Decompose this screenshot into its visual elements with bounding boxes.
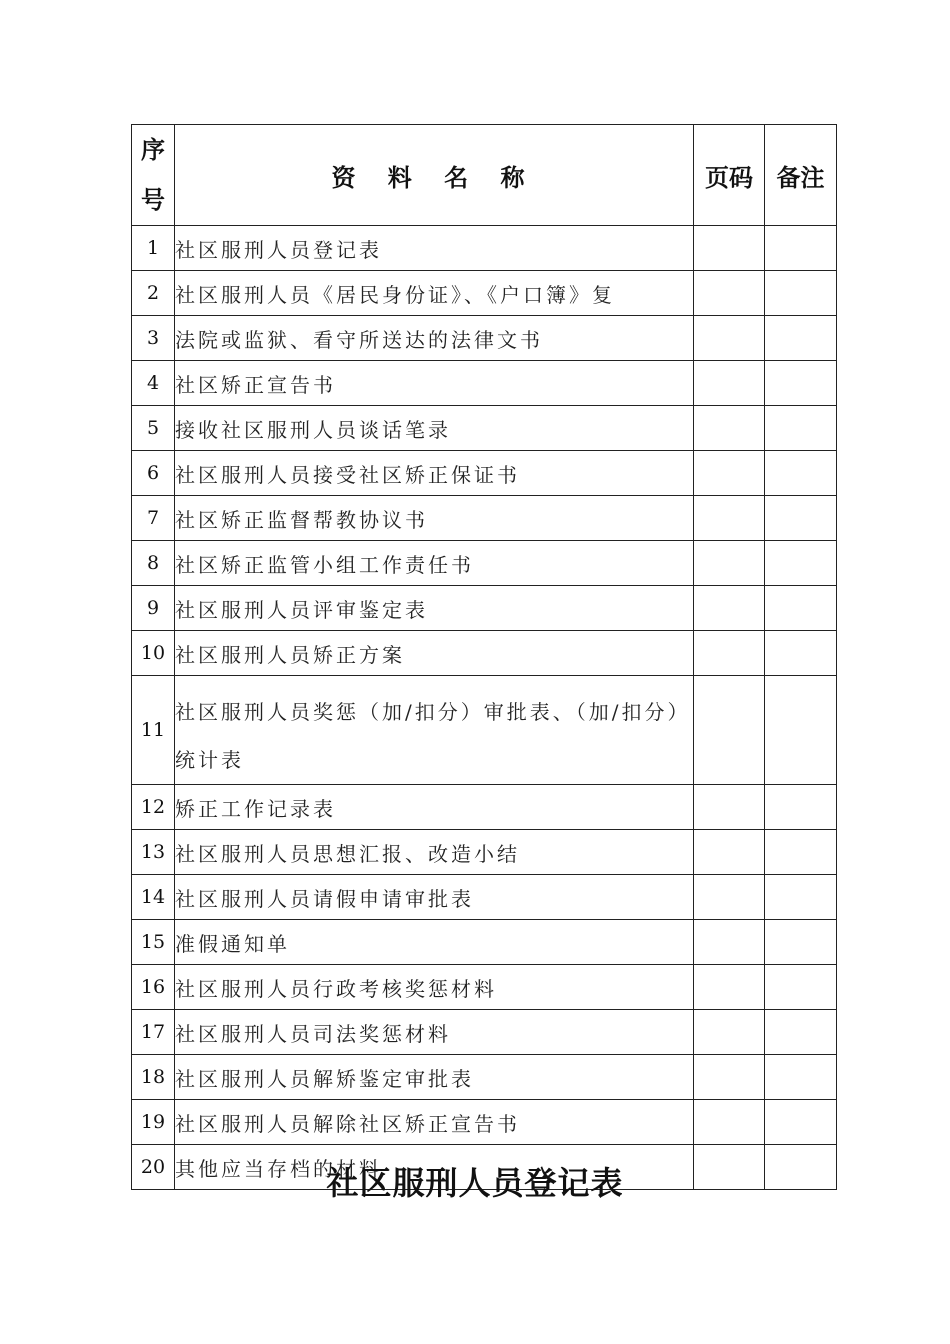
table-row	[132, 875, 837, 920]
row-note-cell	[765, 785, 837, 830]
row-page-cell	[694, 965, 765, 1010]
row-number: 9	[132, 586, 175, 631]
table-row	[132, 271, 837, 316]
row-note-cell	[765, 965, 837, 1010]
row-note-cell	[765, 361, 837, 406]
row-note-cell	[765, 676, 837, 785]
row-page-cell	[694, 541, 765, 586]
header-seq: 序 号	[132, 125, 175, 226]
table-row	[132, 226, 837, 271]
table-row	[132, 830, 837, 875]
table-row	[132, 631, 837, 676]
table-row	[132, 1055, 837, 1100]
table-row	[132, 1010, 837, 1055]
row-document-name: 社区服刑人员思想汇报、改造小结	[175, 830, 694, 875]
row-number: 16	[132, 965, 175, 1010]
row-document-name: 社区服刑人员登记表	[175, 226, 694, 271]
row-document-name: 社区服刑人员接受社区矫正保证书	[175, 451, 694, 496]
header-note: 备注	[765, 125, 837, 226]
table-header-row	[132, 125, 837, 226]
row-document-name: 接收社区服刑人员谈话笔录	[175, 406, 694, 451]
row-number: 18	[132, 1055, 175, 1100]
row-page-cell	[694, 1055, 765, 1100]
row-note-cell	[765, 226, 837, 271]
row-page-cell	[694, 271, 765, 316]
row-document-name: 社区矫正监管小组工作责任书	[175, 541, 694, 586]
row-note-cell	[765, 1055, 837, 1100]
row-document-name: 社区服刑人员评审鉴定表	[175, 586, 694, 631]
row-page-cell	[694, 406, 765, 451]
row-page-cell	[694, 496, 765, 541]
row-note-cell	[765, 830, 837, 875]
row-page-cell	[694, 785, 765, 830]
row-page-cell	[694, 631, 765, 676]
row-note-cell	[765, 631, 837, 676]
row-document-name: 社区服刑人员行政考核奖惩材料	[175, 965, 694, 1010]
row-document-name: 矫正工作记录表	[175, 785, 694, 830]
row-page-cell	[694, 1010, 765, 1055]
table-row	[132, 496, 837, 541]
row-document-name: 社区服刑人员请假申请审批表	[175, 875, 694, 920]
row-note-cell	[765, 541, 837, 586]
row-number: 11	[132, 676, 175, 785]
row-number: 5	[132, 406, 175, 451]
row-page-cell	[694, 451, 765, 496]
row-number: 14	[132, 875, 175, 920]
row-number: 3	[132, 316, 175, 361]
row-number: 10	[132, 631, 175, 676]
row-note-cell	[765, 1010, 837, 1055]
row-number: 8	[132, 541, 175, 586]
table-row	[132, 1100, 837, 1145]
row-number: 6	[132, 451, 175, 496]
table-row	[132, 361, 837, 406]
row-document-name: 社区服刑人员奖惩（加/扣分）审批表、（加/扣分）统计表	[175, 676, 694, 785]
row-page-cell	[694, 586, 765, 631]
row-number: 15	[132, 920, 175, 965]
row-note-cell	[765, 316, 837, 361]
row-note-cell	[765, 586, 837, 631]
row-note-cell	[765, 271, 837, 316]
row-document-name: 社区服刑人员司法奖惩材料	[175, 1010, 694, 1055]
row-number: 12	[132, 785, 175, 830]
section-title: 社区服刑人员登记表	[326, 1164, 624, 1202]
row-note-cell	[765, 920, 837, 965]
row-note-cell	[765, 875, 837, 920]
document-index-table	[131, 124, 837, 1190]
row-document-name: 社区服刑人员矫正方案	[175, 631, 694, 676]
table-row	[132, 316, 837, 361]
row-document-name: 准假通知单	[175, 920, 694, 965]
row-document-name: 社区矫正宣告书	[175, 361, 694, 406]
table-row	[132, 676, 837, 785]
table-row	[132, 920, 837, 965]
row-page-cell	[694, 1100, 765, 1145]
row-number: 17	[132, 1010, 175, 1055]
row-page-cell	[694, 676, 765, 785]
row-page-cell	[694, 920, 765, 965]
row-note-cell	[765, 451, 837, 496]
row-page-cell	[694, 361, 765, 406]
row-number: 13	[132, 830, 175, 875]
row-number: 7	[132, 496, 175, 541]
row-page-cell	[694, 875, 765, 920]
table-row	[132, 451, 837, 496]
row-note-cell	[765, 406, 837, 451]
row-document-name: 社区服刑人员《居民身份证》、《户口簿》复	[175, 271, 694, 316]
row-note-cell	[765, 496, 837, 541]
row-note-cell	[765, 1100, 837, 1145]
table-row	[132, 406, 837, 451]
table-row	[132, 541, 837, 586]
row-page-cell	[694, 226, 765, 271]
row-number: 4	[132, 361, 175, 406]
row-number: 20	[132, 1145, 175, 1190]
row-number: 2	[132, 271, 175, 316]
table-row	[132, 785, 837, 830]
header-page: 页码	[694, 125, 765, 226]
table-row	[132, 965, 837, 1010]
table-row	[132, 586, 837, 631]
row-number: 19	[132, 1100, 175, 1145]
row-number: 1	[132, 226, 175, 271]
row-page-cell	[694, 316, 765, 361]
row-document-name: 法院或监狱、看守所送达的法律文书	[175, 316, 694, 361]
header-name: 资 料 名 称	[175, 125, 694, 226]
row-document-name: 其他应当存档的材料	[175, 1145, 694, 1190]
row-document-name: 社区服刑人员解矫鉴定审批表	[175, 1055, 694, 1100]
row-page-cell	[694, 830, 765, 875]
row-document-name: 社区矫正监督帮教协议书	[175, 496, 694, 541]
row-document-name: 社区服刑人员解除社区矫正宣告书	[175, 1100, 694, 1145]
